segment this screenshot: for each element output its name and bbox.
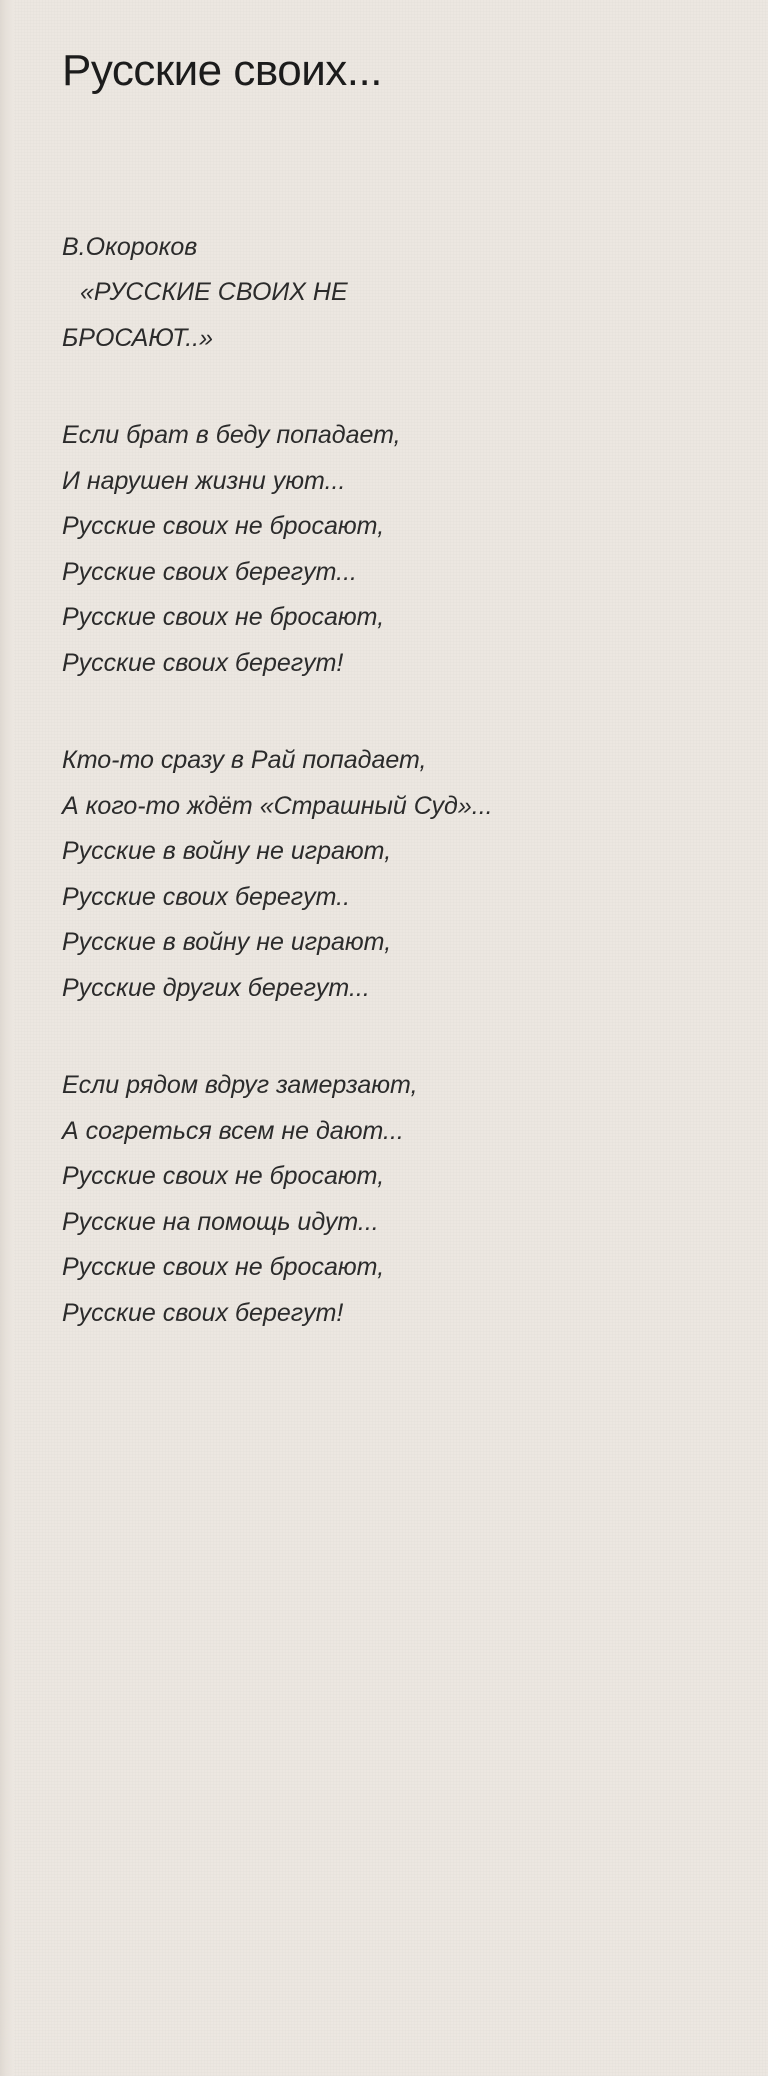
page-title: Русские своих...	[62, 46, 382, 95]
stanza-spacer	[62, 1011, 722, 1063]
poem-line: Если рядом вдруг замерзают,	[62, 1071, 418, 1100]
poem-line: Русские в войну не играют,	[62, 928, 392, 957]
poem-line: Если брат в беду попадает,	[62, 421, 401, 450]
stanza-3	[62, 1063, 722, 1336]
poem-line: Русские своих берегут..	[62, 882, 351, 911]
poem-line: И нарушен жизни уют...	[62, 466, 346, 495]
byline-block	[62, 225, 722, 362]
poem-line: Русские своих берегут!	[62, 1298, 344, 1327]
poem-line: Русские других берегут...	[62, 973, 370, 1002]
poem-line: Русские на помощь идут...	[62, 1207, 379, 1236]
poem-line: Русские своих берегут...	[62, 557, 357, 586]
poem-line: Кто-то сразу в Рай попадает,	[62, 746, 427, 775]
poem-line: Русские своих не бросают,	[62, 603, 385, 632]
title-spacer	[62, 97, 722, 225]
poem-line: А согреться всем не дают...	[62, 1116, 404, 1145]
stanza-2	[62, 738, 722, 1011]
byline-work-title-line-2: БРОСАЮТ..»	[62, 323, 214, 352]
poem-line: Русские своих берегут!	[62, 648, 344, 677]
poem-line: Русские своих не бросают,	[62, 1162, 385, 1191]
byline-work-title-line-1: «РУССКИЕ СВОИХ НЕ	[80, 278, 348, 307]
stanza-1	[62, 413, 722, 686]
poem-line: Русские в войну не играют,	[62, 837, 392, 866]
stanza-spacer	[62, 686, 722, 738]
byline-author: В.Окороков	[62, 232, 198, 261]
poem-line: Русские своих не бросают,	[62, 512, 385, 541]
poem-line: Русские своих не бросают,	[62, 1253, 385, 1282]
byline-spacer	[62, 361, 722, 413]
poem-line: А кого-то ждёт «Страшный Суд»...	[62, 791, 493, 820]
